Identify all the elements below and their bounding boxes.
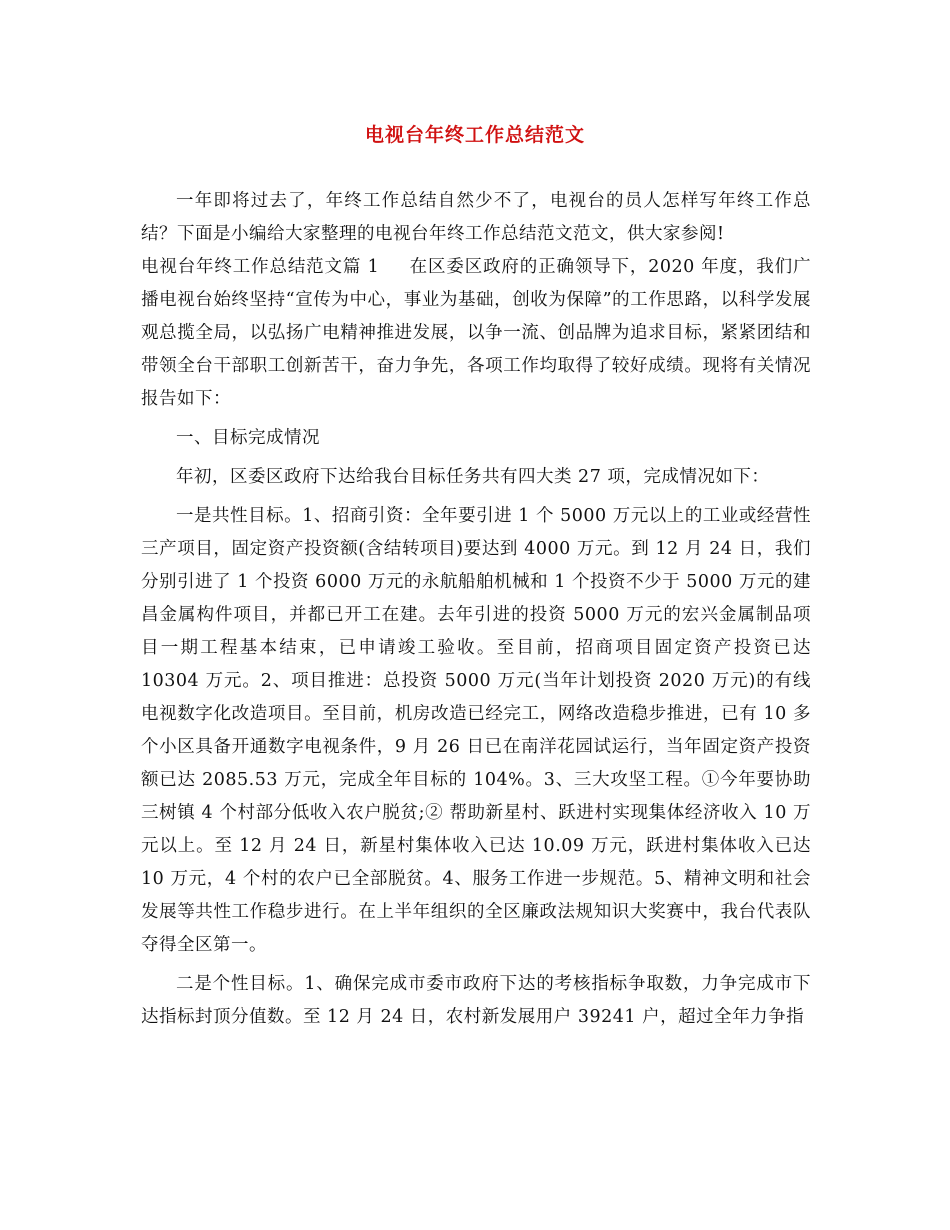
section-intro-paragraph: 年初，区委区政府下达给我台目标任务共有四大类 27 项，完成情况如下：	[176, 467, 770, 487]
individual-goals-paragraph: 二是个性目标。1、确保完成市委市政府下达的考核指标争取数，力争完成市下达指标封顶分值数。至 12 月 24 日，农村新发展用户 39241 户，超过全年力争指	[141, 974, 811, 1027]
article-heading: 电视台年终工作总结范文篇 1	[141, 257, 380, 277]
document-body	[141, 185, 811, 1034]
article-opening-paragraph	[141, 251, 811, 416]
article-opening-text: 在区委区政府的正确领导下，2020 年度，我们广播电视台始终坚持“宣传为中心，事业为基础，创收为保障”的工作思路，以科学发展观总揽全局，以弘扬广电精神推进发展，以争一流、创品牌为追求目标，紧紧团结和带领全台干部职工创新苦干，奋力争先，各项工作均取得了较好成绩。现将有关情况报告如下：	[141, 257, 811, 409]
section-heading: 一、目标完成情况	[176, 428, 320, 448]
document-title: 电视台年终工作总结范文	[364, 124, 585, 146]
intro-paragraph: 一年即将过去了，年终工作总结自然少不了，电视台的员人怎样写年终工作总结？下面是小编给大家整理的电视台年终工作总结范文范文，供大家参阅!	[141, 191, 811, 244]
common-goals-paragraph: 一是共性目标。1、招商引资：全年要引进 1 个 5000 万元以上的工业或经营性三产项目，固定资产投资额(含结转项目)要达到 4000 万元。到 12 月 24 日，我们分别引进了 1 个投资 6000 万元的永航船舶机械和 1 个投资不少于 5000 万元的建昌金属构件项目，并都已开工在建。去年引进的投资 5000 万元的宏兴金属制品项目一期工程基本结束，已申请竣工验收。至目前，招商项目固定资产投资已达 10304 万元。2、项目推进：总投资 5000 万元(当年计划投资 2020 万元)的有线电视数字化改造项目。至目前，机房改造已经完工，网络改造稳步推进，已有 10 多个小区具备开通数字电视条件，9 月 26 日已在南洋花园试运行，当年固定资产投资额已达 2085.53 万元，完成全年目标的 104%。3、三大攻坚工程。①今年要协助三树镇 4 个村部分低收入农户脱贫;② 帮助新星村、跃进村实现集体经济收入 10 万元以上。至 12 月 24 日，新星村集体收入已达 10.09 万元，跃进村集体收入已达 10 万元，4 个村的农户已全部脱贫。4、服务工作进一步规范。5、精神文明和社会发展等共性工作稳步进行。在上半年组织的全区廉政法规知识大奖赛中，我台代表队夺得全区第一。	[141, 506, 811, 955]
